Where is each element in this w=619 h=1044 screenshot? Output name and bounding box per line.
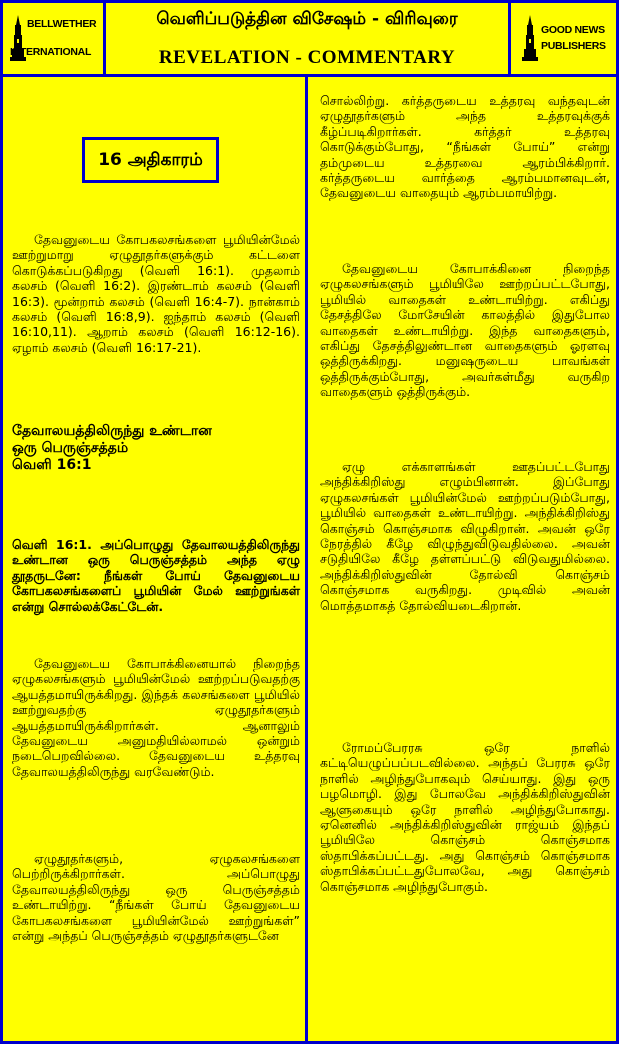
intro-paragraph: தேவனுடைய கோபகலசங்களை பூமியின்மேல் ஊற்றுமாறு ஏழுதூதர்களுக்கும் கட்டளை கொடுக்கப்படுகிறது (வெளி 16:1). முதலாம் கலசம் (வெளி 16:2). இரண்டாம் கலசம் (வெளி 16:3). மூன்றாம் கலசம் (வெளி 16:4-7). நான்காம் கலசம் (வெளி 16:8,9). ஐந்தாம் கலசம் (வெளி 16:10,11). ஆறாம் கலசம் (வெளி 16:12-16). ஏழாம் கலசம் (வெளி 16:17-21). [12, 232, 300, 355]
section-heading-line1: தேவாலயத்திலிருந்து உண்டான [12, 423, 212, 439]
left-logo-line1: BELLWETHER [27, 18, 97, 30]
right-logo-line2: PUBLISHERS [541, 40, 606, 52]
chapter-label: 16 அதிகாரம் [82, 137, 219, 183]
page-title-english: REVELATION - COMMENTARY [158, 47, 456, 68]
page-title-tamil: வெளிப்படுத்தின விசேஷம் - விரிவுரை [156, 9, 458, 29]
right-column [308, 77, 616, 1041]
bell-tower-icon [521, 15, 539, 61]
right-paragraph-3: ஏழு எக்காளங்கள் ஊதப்பட்டபோது அந்திக்கிறிஸ்து எழும்பினான். இப்போது ஏழுகலசங்கள் பூமியின்மேல் ஊற்றப்படும்போது, பூமியில் வாதைகள் உண்டாயிற்று. அந்திக்கிறிஸ்து கொஞ்சம் கொஞ்சமாக விழுகிறான். அவன் ஒரே நேரத்தில் கீழே விழுந்துவிடுவதில்லை. அவன் சடுதியிலே கீழே தள்ளப்பட்டு விடுவதுமில்லை. அந்திக்கிறிஸ்துவின் தோல்வி கொஞ்சம் கொஞ்சமாக வருகிறது. முடிவில் அவன் மொத்தமாகத் தோல்வியடைகிறான். [320, 459, 610, 613]
right-logo [511, 3, 616, 74]
right-logo-line1: GOOD NEWS [541, 24, 605, 36]
right-paragraph-2: தேவனுடைய கோபாக்கினை நிறைந்த ஏழுகலசங்களும் பூமியிலே ஊற்றப்பட்டபோது, பூமியில் வாதைகள் உண்டாயிற்று. எகிப்து தேசத்திலே மோசேயின் காலத்தில் இதுபோல வாதைகள் உண்டாயிற்று. இந்த வாதைகளும், எகிப்து தேசத்திலுண்டான வாதைகளும் ஓரளவு ஒத்திருக்கிறது. மனுஷருடைய பாவங்கள் ஒத்திருக்கும்போது, அவர்கள்மீது வருகிற வாதைகளும் ஒத்திருக்கும். [320, 261, 610, 400]
right-paragraph-4: ரோமப்பேரரசு ஒரே நாளில் கட்டியெழுப்பப்படவில்லை. அந்தப் பேரரசு ஒரே நாளில் அழிந்துபோகவும் செய்யாது. இது ஒரு பழமொழி. இது போலவே அந்திக்கிறிஸ்துவின் ஆளுகையும் ஒரே நாளில் அழிந்துபோகாது. ஏனெனில் அந்திக்கிறிஸ்துவின் ராஜ்யம் இந்தப் பூமியிலே கொஞ்சம் கொஞ்சமாக ஸ்தாபிக்கப்பட்டது. அது கொஞ்சம் கொஞ்சமாக ஸ்தாபிக்கப்பட்டதுபோலவே, அது கொஞ்சம் கொஞ்சமாக அழிந்துபோகும். [320, 740, 610, 894]
verse-text: வெளி 16:1. அப்பொழுது தேவாலயத்திலிருந்து உண்டான ஒரு பெருஞ்சத்தம் அந்த ஏழு தூதருடனே: நீங்கள் போய் தேவனுடைய கோபகலசங்களைப் பூமியின் மேல் ஊற்றுங்கள் என்று சொல்லக்கேட்டேன். [12, 537, 300, 614]
left-logo-line2: INTERNATIONAL [10, 46, 92, 58]
left-logo [3, 3, 106, 74]
section-heading-line2: ஒரு பெருஞ்சத்தம் [12, 440, 129, 456]
right-paragraph-1: சொல்லிற்று. கர்த்தருடைய உத்தரவு வந்தவுடன் ஏழுதூதர்களும் அந்த உத்தரவுக்குக் கீழ்ப்படிகிறார்கள். கர்த்தர் உத்தரவு கொடுக்கும்போது, “நீங்கள் போய்” என்று தம்முடைய உத்தரவை ஆரம்பிக்கிறார். கர்த்தருடைய வார்த்தை ஆரம்பமானவுடன், தேவனுடைய வாதையும் ஆரம்பமாயிற்று. [320, 93, 610, 201]
left-column [3, 77, 308, 1041]
left-paragraph-2: ஏழுதூதர்களும், ஏழுகலசங்களை பெற்றிருக்கிறார்கள். அப்பொழுது தேவாலயத்திலிருந்து ஒரு பெருஞ்சத்தம் உண்டாயிற்று. “நீங்கள் போய் தேவனுடைய கோபகலசங்களை பூமியின்மேல் ஊற்றுங்கள்” என்று அந்தப் பெருஞ்சத்தம் ஏழுதூதர்களுடனே [12, 851, 300, 944]
section-heading-ref: வெளி 16:1 [12, 457, 92, 473]
header-title-cell [106, 3, 511, 74]
left-paragraph-1: தேவனுடைய கோபாக்கினையால் நிறைந்த ஏழுகலசங்களும் பூமியின்மேல் ஊற்றப்படுவதற்கு ஆயத்தமாயிருக்கிறது. இந்தக் கலசங்களை பூமியில் ஊற்றுவதற்கு ஏழுதூதர்களும் ஆயத்தமாயிருக்கிறார்கள். ஆனாலும் தேவனுடைய அனுமதியில்லாமல் ஒன்றும் நடைபெறவில்லை. தேவனுடைய உத்தரவு தேவாலயத்திலிருந்து வரவேண்டும். [12, 656, 300, 779]
